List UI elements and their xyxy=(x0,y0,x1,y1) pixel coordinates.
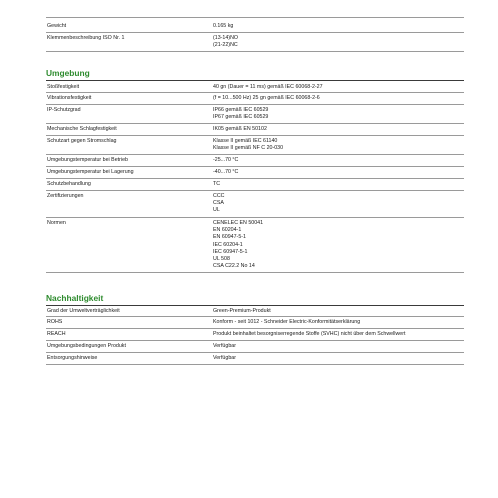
divider xyxy=(46,17,464,18)
spec-value: CCC CSA UL xyxy=(213,193,225,214)
spec-value: Green-Premium-Produkt xyxy=(213,308,271,314)
divider xyxy=(46,217,464,218)
divider xyxy=(46,92,464,93)
spec-value: IP66 gemäß IEC 60529 IP67 gemäß IEC 60529 xyxy=(213,107,269,121)
spec-value: (f = 10...500 Hz) 25 gn gemäß IEC 60068-2-6 xyxy=(213,95,320,101)
spec-value: CENELEC EN 50041 EN 60204-1 EN 60947-5-1 IEC 60204-1 IEC 60947-5-1 UL 508 CSA C22.2 No 14 xyxy=(213,220,264,270)
spec-value: 40 gn (Dauer = 11 ms) gemäß IEC 60068-2-27 xyxy=(213,84,323,90)
spec-label: Grad der Umweltverträglichkeit xyxy=(47,308,120,314)
spec-value: Produkt beinhaltet besorgniserregende Stoffe (SVHC) nicht über dem Schwellwert xyxy=(213,331,406,337)
spec-label: Stoßfestigkeit xyxy=(47,84,80,90)
divider xyxy=(46,135,464,136)
spec-value: Verfügbar xyxy=(213,355,236,361)
spec-label: Entsorgungshinweise xyxy=(47,355,98,361)
spec-value: IK05 gemäß EN 50102 xyxy=(213,126,267,132)
divider xyxy=(46,364,464,365)
divider xyxy=(46,190,464,191)
divider xyxy=(46,123,464,124)
divider xyxy=(46,328,464,329)
spec-label: IP-Schutzgrad xyxy=(47,107,81,113)
divider xyxy=(46,154,464,155)
divider xyxy=(46,272,464,273)
divider xyxy=(46,104,464,105)
divider xyxy=(46,51,464,52)
spec-label: Mechanische Schlagfestigkeit xyxy=(47,126,117,132)
spec-value: Klasse II gemäß IEC 61140 Klasse II gemäß NF C 20-030 xyxy=(213,138,284,152)
divider xyxy=(46,340,464,341)
spec-label: Gewicht xyxy=(47,23,67,29)
spec-value: -40...70 °C xyxy=(213,169,239,175)
spec-value: 0.165 kg xyxy=(213,23,234,29)
spec-label: Vibrationsfestigkeit xyxy=(47,95,92,101)
divider xyxy=(46,166,464,167)
spec-label: Schutzart gegen Stromschlag xyxy=(47,138,117,144)
spec-label: Schutzbehandlung xyxy=(47,181,91,187)
spec-label: Normen xyxy=(47,220,66,226)
spec-value: Konform - seit 1012 - Schneider Electric-Konformitätserklärung xyxy=(213,319,361,325)
spec-label: Umgebungstemperatur bei Lagerung xyxy=(47,169,134,175)
divider xyxy=(46,305,464,306)
divider xyxy=(46,316,464,317)
divider xyxy=(46,80,464,81)
spec-label: Umgebungstemperatur bei Betrieb xyxy=(47,157,128,163)
divider xyxy=(46,32,464,33)
spec-label: ROHS xyxy=(47,319,63,325)
spec-label: Klemmenbeschreibung ISO Nr. 1 xyxy=(47,35,125,41)
spec-value: -25...70 °C xyxy=(213,157,239,163)
spec-label: Umgebungsbedingungen Produkt xyxy=(47,343,126,349)
spec-value: TC xyxy=(213,181,221,187)
section-heading-nachhaltigkeit: Nachhaltigkeit xyxy=(46,293,104,303)
spec-label: REACH xyxy=(47,331,66,337)
section-heading-umgebung: Umgebung xyxy=(46,68,90,78)
divider xyxy=(46,352,464,353)
spec-value: Verfügbar xyxy=(213,343,236,349)
divider xyxy=(46,178,464,179)
spec-value: (13-14)NO (21-22)NC xyxy=(213,35,239,49)
spec-label: Zertifizierungen xyxy=(47,193,84,199)
